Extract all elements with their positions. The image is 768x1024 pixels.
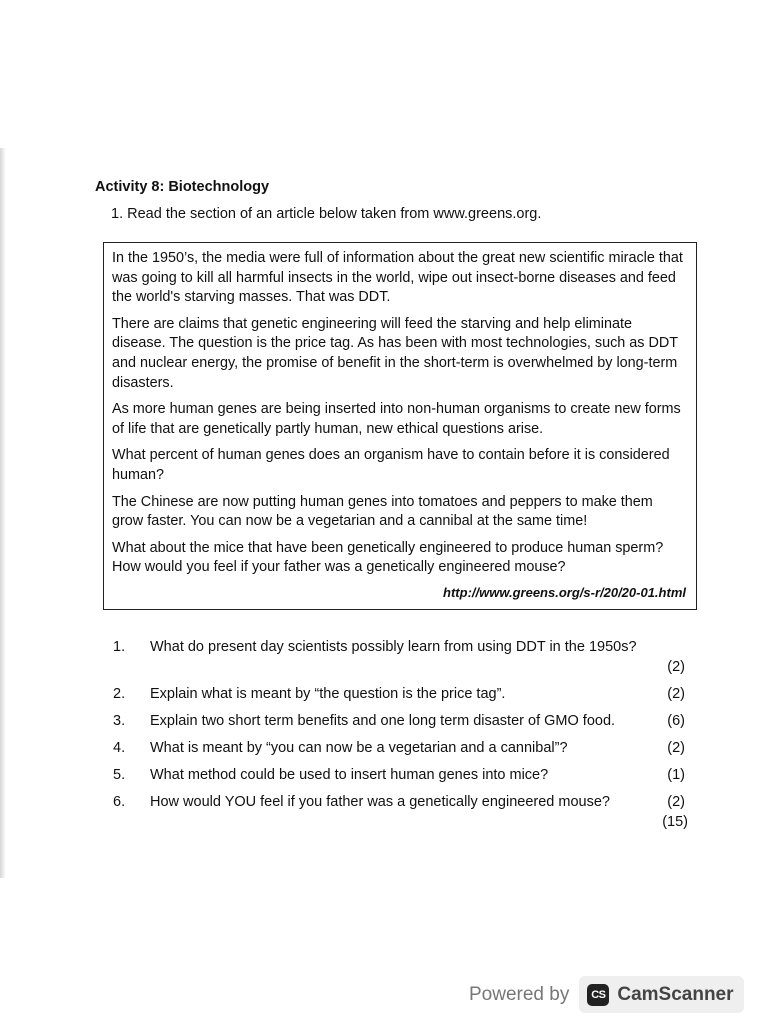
question-marks: (2) (667, 686, 685, 702)
question-marks: (2) (667, 740, 685, 756)
question-number: 1. (113, 639, 126, 655)
article-paragraph: What about the mice that have been genetically engineered to produce human sperm? How would you feel if your father was a genetically engineered mouse? (112, 539, 664, 576)
question-5 (113, 765, 685, 785)
camscanner-brand (579, 976, 743, 1013)
activity-intro: 1. Read the section of an article below taken from www.greens.org. (111, 206, 542, 222)
question-3 (113, 711, 685, 731)
article-excerpt-box (103, 242, 697, 610)
article-paragraph: What percent of human genes does an organism have to contain before it is considered human? (112, 447, 670, 483)
camscanner-brand-name: CamScanner (617, 983, 734, 1005)
question-marks: (2) (667, 794, 685, 810)
article-paragraph: There are claims that genetic engineering will feed the starving and help eliminate disease. The question is the price tag. As has been with most technologies, such as DDT and nuclear energy, the promise of benefit in the short-term is overwhelmed by long-term disasters. (112, 315, 678, 391)
question-1 (113, 637, 685, 657)
question-number: 2. (113, 686, 126, 702)
question-1-marks: (2) (667, 659, 685, 675)
question-text: What is meant by “you can now be a vegetarian and a cannibal”? (150, 740, 568, 756)
article-source-url: http://www.greens.org/s-r/20/20-01.html (443, 585, 686, 600)
scan-edge-shadow (0, 148, 6, 878)
question-text: What do present day scientists possibly learn from using DDT in the 1950s? (150, 639, 637, 655)
question-text: Explain two short term benefits and one long term disaster of GMO food. (150, 713, 616, 729)
question-text: Explain what is meant by “the question is the price tag”. (150, 686, 506, 702)
question-6 (113, 792, 685, 812)
question-number: 4. (113, 740, 126, 756)
article-paragraph: The Chinese are now putting human genes into tomatoes and peppers to make them grow faster. You can now be a vegetarian and a cannibal at the same time! (112, 493, 653, 530)
question-4 (113, 738, 685, 758)
activity-heading: Activity 8: Biotechnology (95, 179, 270, 195)
question-text: How would YOU feel if you father was a genetically engineered mouse? (150, 794, 610, 810)
question-marks: (1) (667, 767, 685, 783)
article-paragraph: As more human genes are being inserted into non-human organisms to create new forms of life that are genetically partly human, new ethical questions arise. (112, 401, 681, 437)
question-number: 5. (113, 767, 126, 783)
article-paragraph: In the 1950’s, the media were full of information about the great new scientific miracle that was going to kill all harmful insects in the world, wipe out insect-borne diseases and feed the world's starving masses. That was DDT. (112, 250, 683, 306)
camscanner-watermark (467, 976, 750, 1013)
question-text: What method could be used to insert human genes into mice? (150, 767, 549, 783)
question-marks: (6) (667, 713, 685, 729)
question-number: 6. (113, 794, 126, 810)
powered-by-label: Powered by (469, 983, 570, 1005)
question-2 (113, 684, 685, 704)
total-marks: (15) (662, 814, 688, 830)
question-number: 3. (113, 713, 126, 729)
camscanner-logo-icon: CS (587, 984, 609, 1006)
